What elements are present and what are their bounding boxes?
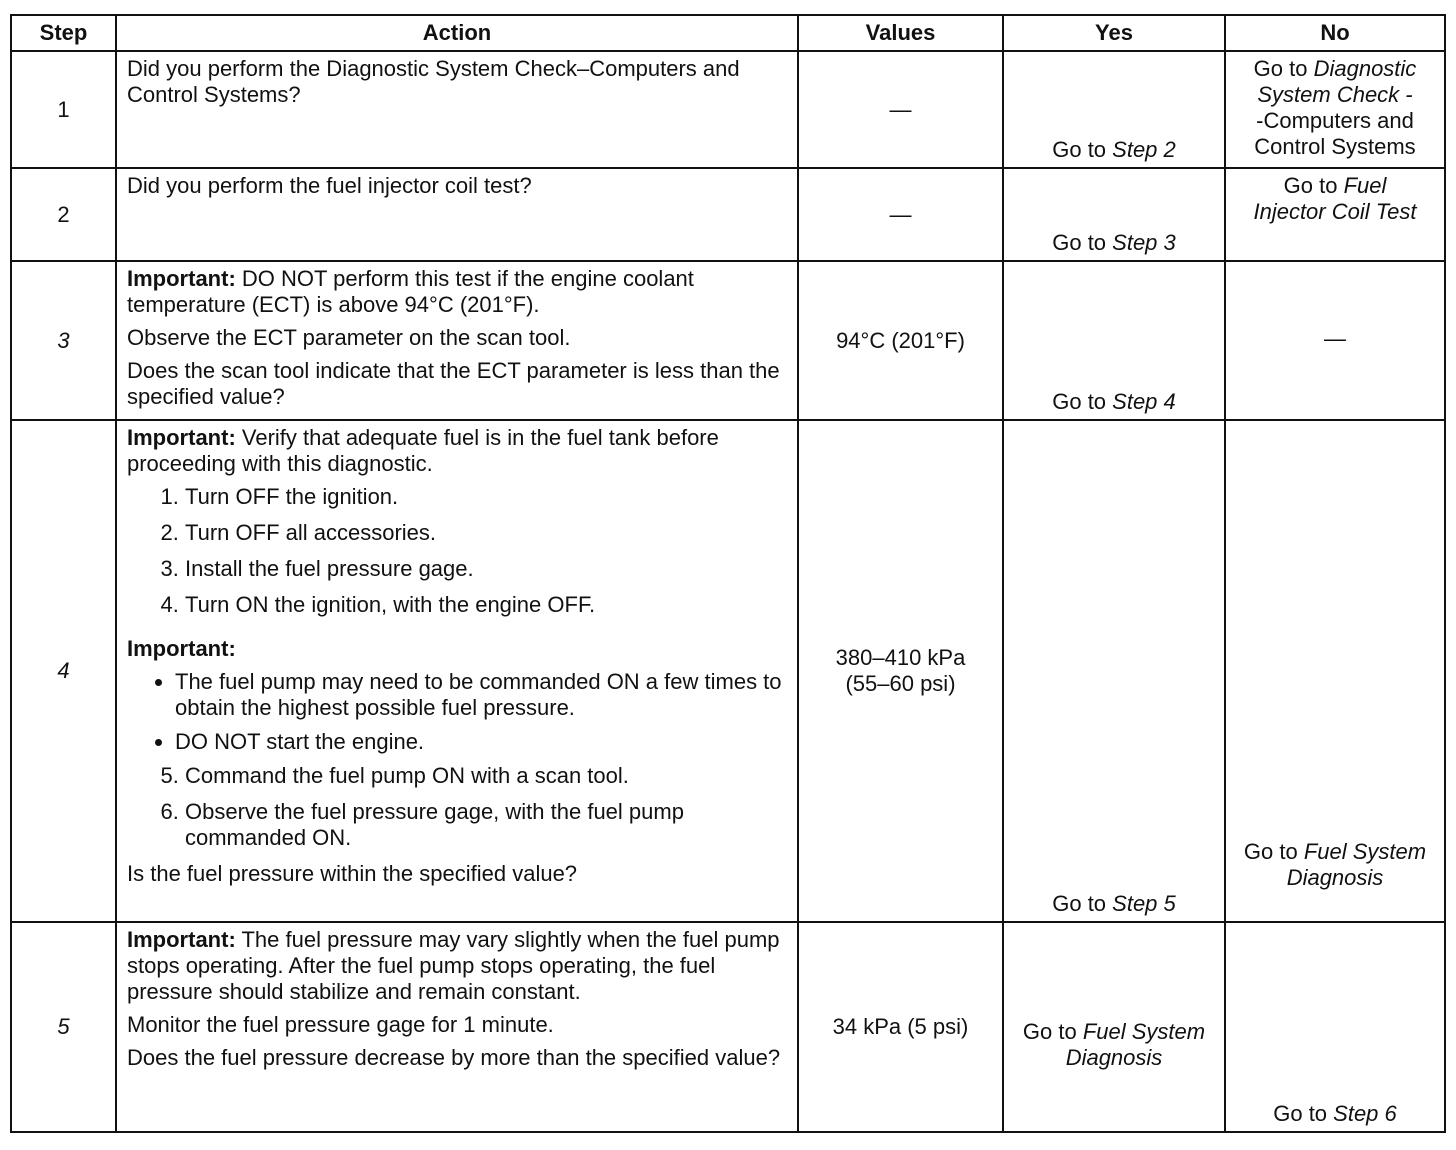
values-line: (55–60 psi) (845, 671, 956, 696)
no-prefix: Go to (1243, 839, 1304, 864)
important-label: Important: (127, 425, 236, 450)
yes-link[interactable]: Step 4 (1112, 389, 1176, 414)
values-cell (798, 922, 1003, 1132)
important-label: Important: (127, 266, 236, 291)
action-text: Did you perform the Diagnostic System Check–Computers and Control Systems? (127, 56, 740, 107)
instruction-text: Monitor the fuel pressure gage for 1 minute. (127, 1012, 554, 1037)
header-action: Action (116, 15, 798, 51)
list-item: 6. Observe the fuel pressure gage, with the fuel pump commanded ON. (185, 799, 789, 851)
procedure-steps (127, 484, 789, 618)
action-cell (116, 922, 798, 1132)
list-item: • DO NOT start the engine. (175, 729, 789, 755)
table-row (11, 261, 1445, 420)
question-text: Does the fuel pressure decrease by more than the specified value? (127, 1045, 781, 1070)
step-number: 4 (11, 420, 116, 922)
values-text: 34 kPa (5 psi) (832, 1014, 969, 1039)
table-row (11, 420, 1445, 922)
diagnostic-table (10, 14, 1446, 1133)
important-note (127, 266, 789, 318)
list-item: 1. Turn OFF the ignition. (185, 484, 789, 510)
yes-prefix: Go to (1052, 230, 1113, 255)
yes-prefix: Go to (1052, 137, 1113, 162)
important-label: Important: (127, 927, 236, 952)
yes-link[interactable]: Step 2 (1112, 137, 1176, 162)
yes-cell[interactable] (1003, 261, 1225, 420)
step-number: 3 (11, 261, 116, 420)
values-cell (798, 420, 1003, 922)
no-link[interactable]: Diagnostic System Check - (1257, 56, 1417, 107)
step-number: 2 (11, 168, 116, 261)
yes-cell[interactable] (1003, 168, 1225, 261)
question-text: Is the fuel pressure within the specified value? (127, 861, 578, 886)
important-text: The fuel pressure may vary slightly when the fuel pump stops operating. After the fuel pump stops operating, the fuel pressure should stabilize and remain constant. (127, 927, 780, 1004)
header-no: No (1225, 15, 1445, 51)
no-prefix: Go to (1283, 173, 1344, 198)
no-prefix: Go to (1273, 1101, 1334, 1126)
yes-cell[interactable] (1003, 922, 1225, 1132)
no-cell[interactable] (1225, 168, 1445, 261)
action-cell (116, 168, 798, 261)
values-cell (798, 261, 1003, 420)
list-item: 5. Command the fuel pump ON with a scan tool. (185, 763, 789, 789)
yes-prefix: Go to (1022, 1019, 1083, 1044)
action-cell (116, 261, 798, 420)
important-text: DO NOT perform this test if the engine coolant temperature (ECT) is above 94°C (201°F). (127, 266, 694, 317)
yes-link[interactable]: Step 3 (1112, 230, 1176, 255)
list-item: 4. Turn ON the ignition, with the engine OFF. (185, 592, 789, 618)
values-line: 380–410 kPa (835, 645, 966, 670)
table-row (11, 168, 1445, 261)
yes-link[interactable]: Step 5 (1112, 891, 1176, 916)
list-item: 3. Install the fuel pressure gage. (185, 556, 789, 582)
header-row (11, 15, 1445, 51)
procedure-steps (127, 763, 789, 851)
no-link[interactable]: Step 6 (1333, 1101, 1397, 1126)
instruction-text: Observe the ECT parameter on the scan tool. (127, 325, 571, 350)
important-label: Important: (127, 636, 236, 661)
list-item: • The fuel pump may need to be commanded ON a few times to obtain the highest possible fuel pressure. (175, 669, 789, 721)
yes-cell[interactable] (1003, 420, 1225, 922)
table-row (11, 922, 1445, 1132)
no-text: — (1324, 325, 1346, 351)
header-yes: Yes (1003, 15, 1225, 51)
header-step: Step (11, 15, 116, 51)
step-number: 1 (11, 51, 116, 168)
yes-link[interactable]: Fuel System Diagnosis (1065, 1019, 1206, 1070)
action-cell (116, 51, 798, 168)
values-text: 94°C (201°F) (836, 327, 965, 353)
no-cell[interactable] (1225, 420, 1445, 922)
yes-cell[interactable] (1003, 51, 1225, 168)
no-link[interactable]: Fuel (1343, 173, 1387, 198)
header-values: Values (798, 15, 1003, 51)
values-cell (798, 168, 1003, 261)
values-text: — (889, 96, 912, 122)
no-link-rest[interactable]: Injector Coil Test (1253, 199, 1417, 224)
no-link-rest[interactable]: -Computers and Control Systems (1254, 108, 1416, 159)
question-text: Does the scan tool indicate that the ECT parameter is less than the specified value? (127, 358, 780, 409)
list-item: 2. Turn OFF all accessories. (185, 520, 789, 546)
values-text: — (889, 201, 912, 227)
important-bullets (127, 669, 789, 755)
table-row (11, 51, 1445, 168)
values-cell (798, 51, 1003, 168)
yes-prefix: Go to (1052, 891, 1113, 916)
yes-prefix: Go to (1052, 389, 1113, 414)
important-text: Verify that adequate fuel is in the fuel tank before proceeding with this diagnostic. (127, 425, 719, 476)
step-number: 5 (11, 922, 116, 1132)
important-note (127, 927, 789, 1005)
no-cell[interactable] (1225, 922, 1445, 1132)
no-prefix: Go to (1253, 56, 1314, 81)
no-link[interactable]: Fuel System Diagnosis (1286, 839, 1427, 890)
important-note (127, 425, 789, 477)
no-cell[interactable] (1225, 51, 1445, 168)
action-text: Did you perform the fuel injector coil test? (127, 173, 532, 198)
no-cell (1225, 261, 1445, 420)
action-cell (116, 420, 798, 922)
